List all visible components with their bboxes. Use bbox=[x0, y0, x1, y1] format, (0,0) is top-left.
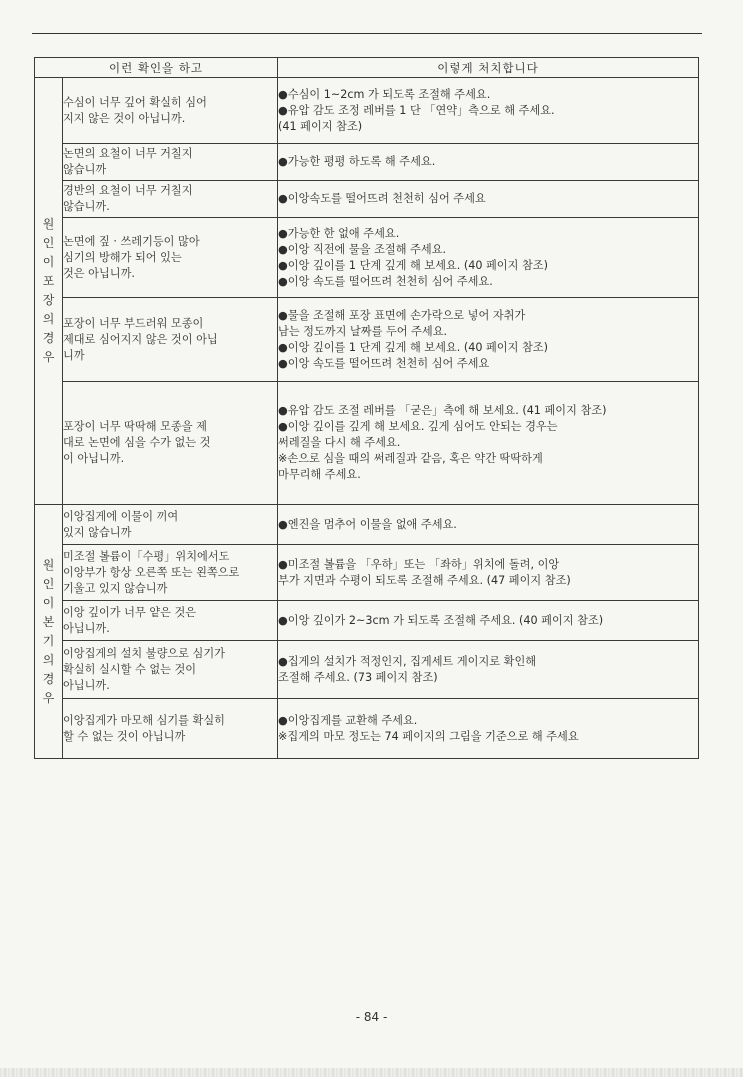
table-row bbox=[35, 641, 699, 699]
check-cell: 수심이 너무 깊어 확실히 심어 지지 않은 것이 아닙니까. bbox=[63, 78, 278, 144]
check-cell: 논면의 요철이 너무 거칠지 않습니까 bbox=[63, 144, 278, 181]
table-row bbox=[35, 78, 699, 144]
check-cell: 미조절 볼륨이「수평」위치에서도 이앙부가 항상 오른쪽 또는 왼쪽으로 기울고 있지 않습니까 bbox=[63, 545, 278, 601]
action-cell bbox=[278, 144, 699, 181]
action-line: ※손으로 심을 때의 써레질과 같음, 혹은 약간 딱딱하게 마무리해 주세요. bbox=[278, 452, 543, 481]
group-label-char: 원 bbox=[42, 557, 55, 572]
group-label-char: 포 bbox=[42, 274, 55, 288]
table-row bbox=[35, 699, 699, 759]
action-line: ●이앙속도를 떨어뜨려 천천히 심어 주세요 bbox=[278, 192, 486, 205]
group-label-char: 인 bbox=[42, 576, 55, 591]
action-cell bbox=[278, 505, 699, 545]
action-line: ●이앙 속도를 떨어뜨려 천천히 심어 주세요 bbox=[278, 356, 490, 370]
group-label-char: 우 bbox=[42, 350, 55, 364]
action-cell bbox=[278, 298, 699, 382]
action-cell bbox=[278, 78, 699, 144]
check-cell: 포장이 너무 딱딱해 모종을 제 대로 논면에 심을 수가 없는 것 이 아닙니까. bbox=[63, 382, 278, 505]
group-label-char: 장 bbox=[42, 293, 55, 307]
action-line: ●이앙 깊이를 깊게 해 보세요. 깊게 심어도 안되는 경우는 써레질을 다시 해 주세요. bbox=[278, 420, 558, 449]
group-label-char: 경 bbox=[42, 331, 55, 345]
action-column-header: 이렇게 처치합니다 bbox=[278, 58, 699, 78]
group-label-char: 우 bbox=[42, 690, 55, 705]
action-line: ●이앙 깊이를 1 단계 깊게 해 보세요. (40 페이지 참조) bbox=[278, 258, 548, 272]
action-line: ●유압 감도 조정 레버를 1 단 「연약」측으로 해 주세요. (41 페이지 참조) bbox=[278, 103, 555, 133]
check-cell: 이앙집게의 설치 불량으로 심기가 확실히 실시할 수 없는 것이 아닙니까. bbox=[63, 641, 278, 699]
group-label-char: 이 bbox=[42, 595, 55, 610]
check-column-header: 이런 확인을 하고 bbox=[35, 58, 278, 78]
table-row bbox=[35, 505, 699, 545]
action-line: ●이앙 깊이를 1 단계 깊게 해 보세요. (40 페이지 참조) bbox=[278, 340, 548, 354]
action-cell bbox=[278, 218, 699, 298]
group-label-char: 의 bbox=[42, 652, 55, 667]
check-cell: 포장이 너무 부드러워 모종이 제대로 심어지지 않은 것이 아닙 니까 bbox=[63, 298, 278, 382]
top-rule bbox=[32, 33, 702, 34]
group-label-char: 인 bbox=[42, 236, 55, 250]
action-line: ●가능한 한 없애 주세요. bbox=[278, 226, 400, 240]
table-header-row bbox=[35, 58, 699, 78]
table-row bbox=[35, 181, 699, 218]
action-cell bbox=[278, 545, 699, 601]
table-row bbox=[35, 382, 699, 505]
table-row bbox=[35, 144, 699, 181]
table-row bbox=[35, 601, 699, 641]
group-label-char: 이 bbox=[42, 255, 55, 269]
action-cell bbox=[278, 699, 699, 759]
action-cell bbox=[278, 641, 699, 699]
table-row bbox=[35, 218, 699, 298]
action-line: ●미조절 볼륨을 「우하」또는 「좌하」위치에 돌려, 이앙 부가 지면과 수평이 되도록 조절해 주세요. (47 페이지 참조) bbox=[278, 557, 571, 587]
action-line: ※집게의 마모 정도는 74 페이지의 그림을 기준으로 해 주세요 bbox=[278, 729, 579, 743]
table-row bbox=[35, 298, 699, 382]
check-cell: 이앙 깊이가 너무 얕은 것은 아닙니까. bbox=[63, 601, 278, 641]
action-line: ●물을 조절해 포장 표면에 손가락으로 넣어 자취가 남는 정도까지 날짜를 두어 주세요. bbox=[278, 308, 526, 338]
action-cell bbox=[278, 382, 699, 505]
group-label-char: 원 bbox=[42, 217, 55, 231]
action-line: ●수심이 1~2cm 가 되도록 조절해 주세요. bbox=[278, 87, 491, 101]
action-line: ●가능한 평평 하도록 해 주세요. bbox=[278, 155, 436, 168]
check-cell: 이앙집게에 이물이 끼여 있지 않습니까 bbox=[63, 505, 278, 545]
action-line: ●이앙 속도를 떨어뜨려 천천히 심어 주세요. bbox=[278, 274, 493, 288]
table-row bbox=[35, 545, 699, 601]
group-label-char: 경 bbox=[42, 671, 55, 686]
action-cell bbox=[278, 181, 699, 218]
action-line: ●엔진을 멈추어 이물을 없애 주세요. bbox=[278, 517, 457, 531]
action-line: ●이앙 깊이가 2~3cm 가 되도록 조절해 주세요. (40 페이지 참조) bbox=[278, 613, 604, 627]
action-line: ●유압 감도 조절 레버를 「굳은」측에 해 보세요. (41 페이지 참조) bbox=[278, 404, 607, 417]
scan-edge-artifact bbox=[0, 1068, 743, 1077]
action-line: ●이앙집게를 교환해 주세요. bbox=[278, 713, 418, 727]
group-label-char: 의 bbox=[42, 312, 55, 326]
group-label-field bbox=[35, 78, 63, 505]
group-label-char: 기 bbox=[42, 633, 55, 648]
check-cell: 논면에 짚 · 쓰레기등이 많아 심기의 방해가 되어 있는 것은 아닙니까. bbox=[63, 218, 278, 298]
troubleshooting-table bbox=[34, 57, 699, 759]
action-cell bbox=[278, 601, 699, 641]
action-line: ●집게의 설치가 적정인지, 집게세트 게이지로 확인해 조절해 주세요. (73 페이지 참조) bbox=[278, 654, 537, 684]
group-label-machine bbox=[35, 505, 63, 759]
action-line: ●이앙 직전에 물을 조절해 주세요. bbox=[278, 242, 447, 256]
page-number: - 84 - bbox=[355, 1010, 388, 1024]
group-label-char: 본 bbox=[42, 614, 55, 629]
check-cell: 경반의 요철이 너무 거칠지 않습니까. bbox=[63, 181, 278, 218]
check-cell: 이앙집게가 마모해 심기를 확실히 할 수 없는 것이 아닙니까 bbox=[63, 699, 278, 759]
